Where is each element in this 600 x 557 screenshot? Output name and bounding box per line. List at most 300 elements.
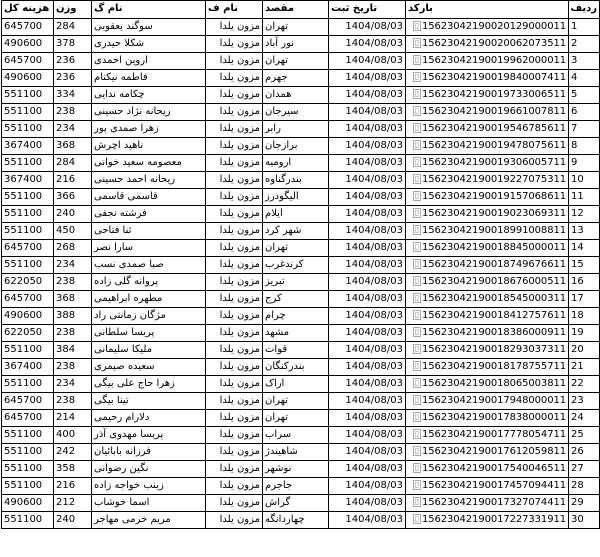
cell-customer-name[interactable]: فرشته نجفی (92, 206, 206, 223)
cell-total-cost[interactable]: 551100 (2, 121, 54, 138)
cell-radif[interactable]: 15 (569, 257, 600, 274)
cell-destination[interactable]: جهرم (263, 70, 329, 87)
cell-registration-date[interactable]: 1404/08/03 (329, 342, 406, 359)
cell-radif[interactable]: 19 (569, 325, 600, 342)
cell-weight[interactable]: 212 (54, 495, 92, 512)
cell-total-cost[interactable]: 551100 (2, 427, 54, 444)
table-row[interactable] (2, 478, 600, 495)
table-row[interactable] (2, 87, 600, 104)
cell-from-name[interactable]: مزون یلدا (206, 274, 263, 291)
cell-customer-name[interactable]: قاسمی قاسمی (92, 189, 206, 206)
cell-barcode[interactable] (406, 138, 569, 155)
cell-weight[interactable]: 234 (54, 376, 92, 393)
cell-registration-date[interactable]: 1404/08/03 (329, 172, 406, 189)
barcode-value: 15623042190019023069311 (421, 208, 566, 220)
cell-destination[interactable]: برازجان (263, 138, 329, 155)
cell-radif[interactable]: 2 (569, 36, 600, 53)
cell-weight[interactable]: 242 (54, 444, 92, 461)
cell-destination[interactable]: مشهد (263, 325, 329, 342)
cell-destination[interactable]: رابر (263, 121, 329, 138)
cell-customer-name[interactable]: مژگان زمانتی راد (92, 308, 206, 325)
cell-from-name[interactable]: مزون یلدا (206, 19, 263, 36)
cell-total-cost[interactable]: 551100 (2, 189, 54, 206)
cell-radif[interactable]: 6 (569, 104, 600, 121)
cell-total-cost[interactable]: 551100 (2, 376, 54, 393)
cell-barcode[interactable] (406, 495, 569, 512)
cell-total-cost[interactable]: 367400 (2, 138, 54, 155)
cell-weight[interactable]: 238 (54, 359, 92, 376)
cell-total-cost[interactable]: 645700 (2, 240, 54, 257)
cell-radif[interactable]: 3 (569, 53, 600, 70)
cell-total-cost[interactable]: 551100 (2, 206, 54, 223)
table-row[interactable] (2, 427, 600, 444)
cell-customer-name[interactable]: فرزانه بابائیان (92, 444, 206, 461)
cell-from-name[interactable]: مزون یلدا (206, 53, 263, 70)
cell-registration-date[interactable]: 1404/08/03 (329, 36, 406, 53)
cell-radif[interactable]: 16 (569, 274, 600, 291)
cell-customer-name[interactable]: ثنا فتاحی (92, 223, 206, 240)
cell-barcode[interactable] (406, 461, 569, 478)
cell-destination[interactable]: اراک (263, 376, 329, 393)
cell-barcode[interactable] (406, 376, 569, 393)
cell-weight[interactable]: 234 (54, 121, 92, 138)
cell-destination[interactable]: بندرگناوه (263, 172, 329, 189)
cell-barcode[interactable] (406, 104, 569, 121)
cell-registration-date[interactable]: 1404/08/03 (329, 19, 406, 36)
cell-radif[interactable]: 17 (569, 291, 600, 308)
cell-customer-name[interactable]: صبا صمدی نسب (92, 257, 206, 274)
cell-customer-name[interactable]: فاطمه نیکنام (92, 70, 206, 87)
cell-barcode[interactable] (406, 121, 569, 138)
cell-weight[interactable]: 216 (54, 172, 92, 189)
column-header-total-cost[interactable]: هزینه کل (2, 1, 54, 19)
barcode-value: 15623042190017778054711 (421, 429, 566, 441)
cell-destination[interactable]: کرندغرب (263, 257, 329, 274)
cell-destination[interactable]: کرج (263, 291, 329, 308)
cell-weight[interactable]: 368 (54, 291, 92, 308)
cell-total-cost[interactable]: 645700 (2, 410, 54, 427)
cell-registration-date[interactable]: 1404/08/03 (329, 257, 406, 274)
cell-destination[interactable]: ایلام (263, 206, 329, 223)
cell-registration-date[interactable]: 1404/08/03 (329, 274, 406, 291)
cell-destination[interactable]: شاهیندژ (263, 444, 329, 461)
cell-weight[interactable]: 368 (54, 138, 92, 155)
column-header-radif[interactable]: ردیف (569, 1, 600, 19)
cell-barcode[interactable] (406, 478, 569, 495)
cell-registration-date[interactable]: 1404/08/03 (329, 70, 406, 87)
cell-from-name[interactable]: مزون یلدا (206, 359, 263, 376)
cell-total-cost[interactable]: 645700 (2, 291, 54, 308)
cell-destination[interactable]: ارومیه (263, 155, 329, 172)
cell-radif[interactable]: 8 (569, 138, 600, 155)
cell-registration-date[interactable]: 1404/08/03 (329, 512, 406, 529)
cell-total-cost[interactable]: 551100 (2, 461, 54, 478)
table-row[interactable] (2, 376, 600, 393)
table-row[interactable] (2, 325, 600, 342)
cell-from-name[interactable]: مزون یلدا (206, 308, 263, 325)
cell-total-cost[interactable]: 551100 (2, 342, 54, 359)
cell-weight[interactable]: 214 (54, 410, 92, 427)
cell-barcode[interactable] (406, 393, 569, 410)
barcode-placeholder-icon: ▯ (414, 140, 420, 150)
column-header-weight[interactable]: وزن (54, 1, 92, 19)
column-header-customer-name[interactable]: نام گ (92, 1, 206, 19)
cell-customer-name[interactable]: مطهره ابراهیمی (92, 291, 206, 308)
cell-radif[interactable]: 28 (569, 478, 600, 495)
header-row (2, 1, 600, 19)
cell-from-name[interactable]: مزون یلدا (206, 410, 263, 427)
cell-weight[interactable]: 400 (54, 427, 92, 444)
cell-weight[interactable]: 378 (54, 36, 92, 53)
cell-customer-name[interactable]: پریسا مهدوی آذر (92, 427, 206, 444)
cell-barcode[interactable] (406, 359, 569, 376)
cell-radif[interactable]: 12 (569, 206, 600, 223)
table-row[interactable] (2, 70, 600, 87)
cell-customer-name[interactable]: تینا بیگی (92, 393, 206, 410)
cell-destination[interactable]: سیرجان (263, 104, 329, 121)
barcode-value: 15623042190020062073511 (421, 38, 566, 50)
cell-barcode[interactable] (406, 512, 569, 529)
cell-total-cost[interactable]: 551100 (2, 104, 54, 121)
cell-barcode[interactable] (406, 427, 569, 444)
cell-barcode[interactable] (406, 291, 569, 308)
cell-weight[interactable]: 238 (54, 393, 92, 410)
cell-from-name[interactable]: مزون یلدا (206, 172, 263, 189)
cell-destination[interactable]: جاجرم (263, 478, 329, 495)
column-header-from-name[interactable]: نام ف (206, 1, 263, 19)
cell-radif[interactable]: 18 (569, 308, 600, 325)
cell-registration-date[interactable]: 1404/08/03 (329, 478, 406, 495)
table-row[interactable] (2, 104, 600, 121)
table-row[interactable] (2, 240, 600, 257)
cell-total-cost[interactable]: 490600 (2, 36, 54, 53)
cell-customer-name[interactable]: ریحانه احمد حسینی (92, 172, 206, 189)
cell-barcode[interactable] (406, 155, 569, 172)
cell-weight[interactable]: 284 (54, 19, 92, 36)
column-header-destination[interactable]: مقصد (263, 1, 329, 19)
table-row[interactable] (2, 461, 600, 478)
cell-from-name[interactable]: مزون یلدا (206, 461, 263, 478)
cell-destination[interactable]: تهران (263, 53, 329, 70)
barcode-placeholder-icon: ▯ (414, 259, 420, 269)
cell-radif[interactable]: 14 (569, 240, 600, 257)
cell-radif[interactable]: 9 (569, 155, 600, 172)
cell-total-cost[interactable]: 551100 (2, 223, 54, 240)
barcode-value: 15623042190019733006511 (421, 89, 566, 101)
cell-barcode[interactable] (406, 444, 569, 461)
cell-registration-date[interactable]: 1404/08/03 (329, 359, 406, 376)
cell-from-name[interactable]: مزون یلدا (206, 121, 263, 138)
table-row[interactable] (2, 138, 600, 155)
cell-registration-date[interactable]: 1404/08/03 (329, 240, 406, 257)
cell-from-name[interactable]: مزون یلدا (206, 325, 263, 342)
cell-from-name[interactable]: مزون یلدا (206, 291, 263, 308)
cell-total-cost[interactable]: 645700 (2, 393, 54, 410)
cell-barcode[interactable] (406, 36, 569, 53)
cell-destination[interactable]: الیگودرز (263, 189, 329, 206)
cell-radif[interactable]: 26 (569, 444, 600, 461)
cell-from-name[interactable]: مزون یلدا (206, 36, 263, 53)
cell-total-cost[interactable]: 551100 (2, 155, 54, 172)
cell-from-name[interactable]: مزون یلدا (206, 138, 263, 155)
cell-radif[interactable]: 21 (569, 359, 600, 376)
cell-customer-name[interactable]: ریحانه نژاد حسینی (92, 104, 206, 121)
cell-from-name[interactable]: مزون یلدا (206, 104, 263, 121)
cell-from-name[interactable]: مزون یلدا (206, 427, 263, 444)
cell-weight[interactable]: 240 (54, 206, 92, 223)
cell-weight[interactable]: 238 (54, 274, 92, 291)
cell-radif[interactable]: 13 (569, 223, 600, 240)
cell-weight[interactable]: 236 (54, 53, 92, 70)
cell-registration-date[interactable]: 1404/08/03 (329, 444, 406, 461)
cell-total-cost[interactable]: 551100 (2, 512, 54, 529)
table-row[interactable] (2, 223, 600, 240)
cell-from-name[interactable]: مزون یلدا (206, 393, 263, 410)
cell-total-cost[interactable]: 645700 (2, 53, 54, 70)
cell-weight[interactable]: 234 (54, 257, 92, 274)
cell-from-name[interactable]: مزون یلدا (206, 223, 263, 240)
table-row[interactable] (2, 36, 600, 53)
barcode-placeholder-icon: ▯ (414, 208, 420, 218)
table-row[interactable] (2, 495, 600, 512)
cell-customer-name[interactable]: زهرا حاج علی بیگی (92, 376, 206, 393)
cell-destination[interactable]: قوات (263, 342, 329, 359)
table-row[interactable] (2, 155, 600, 172)
cell-total-cost[interactable]: 551100 (2, 257, 54, 274)
table-row[interactable] (2, 308, 600, 325)
cell-weight[interactable]: 450 (54, 223, 92, 240)
cell-barcode[interactable] (406, 410, 569, 427)
barcode-value: 15623042190019546785611 (421, 123, 566, 135)
cell-radif[interactable]: 25 (569, 427, 600, 444)
cell-customer-name[interactable]: ناهید اچرش (92, 138, 206, 155)
cell-destination[interactable]: نوشهر (263, 461, 329, 478)
table-row[interactable] (2, 121, 600, 138)
cell-total-cost[interactable]: 551100 (2, 444, 54, 461)
cell-from-name[interactable]: مزون یلدا (206, 376, 263, 393)
cell-barcode[interactable] (406, 342, 569, 359)
cell-customer-name[interactable]: زینب خواجه زاده (92, 478, 206, 495)
cell-total-cost[interactable]: 367400 (2, 172, 54, 189)
cell-total-cost[interactable]: 490600 (2, 495, 54, 512)
cell-customer-name[interactable]: اروین احمدی (92, 53, 206, 70)
cell-destination[interactable]: همدان (263, 87, 329, 104)
barcode-value: 15623042190018412757611 (421, 310, 566, 322)
cell-registration-date[interactable]: 1404/08/03 (329, 376, 406, 393)
cell-barcode[interactable] (406, 206, 569, 223)
cell-from-name[interactable]: مزون یلدا (206, 478, 263, 495)
cell-total-cost[interactable]: 551100 (2, 87, 54, 104)
cell-weight[interactable]: 358 (54, 461, 92, 478)
cell-destination[interactable]: تهران (263, 19, 329, 36)
cell-destination[interactable]: چرام (263, 308, 329, 325)
cell-barcode[interactable] (406, 19, 569, 36)
column-header-date[interactable]: تاریخ ثبت (329, 1, 406, 19)
cell-customer-name[interactable]: سعیده صیمری (92, 359, 206, 376)
table-row[interactable] (2, 342, 600, 359)
cell-registration-date[interactable]: 1404/08/03 (329, 206, 406, 223)
cell-weight[interactable]: 238 (54, 104, 92, 121)
cell-radif[interactable]: 20 (569, 342, 600, 359)
cell-from-name[interactable]: مزون یلدا (206, 189, 263, 206)
cell-radif[interactable]: 27 (569, 461, 600, 478)
cell-from-name[interactable]: مزون یلدا (206, 257, 263, 274)
cell-registration-date[interactable]: 1404/08/03 (329, 308, 406, 325)
table-row[interactable] (2, 257, 600, 274)
cell-barcode[interactable] (406, 325, 569, 342)
cell-customer-name[interactable]: پروانه گلی زاده (92, 274, 206, 291)
cell-barcode[interactable] (406, 53, 569, 70)
table-row[interactable] (2, 172, 600, 189)
cell-registration-date[interactable]: 1404/08/03 (329, 427, 406, 444)
table-row[interactable] (2, 410, 600, 427)
cell-from-name[interactable]: مزون یلدا (206, 87, 263, 104)
cell-radif[interactable]: 1 (569, 19, 600, 36)
cell-radif[interactable]: 24 (569, 410, 600, 427)
cell-registration-date[interactable]: 1404/08/03 (329, 189, 406, 206)
barcode-placeholder-icon: ▯ (414, 514, 420, 524)
cell-customer-name[interactable]: اسما خوشاب (92, 495, 206, 512)
cell-registration-date[interactable]: 1404/08/03 (329, 138, 406, 155)
cell-from-name[interactable]: مزون یلدا (206, 444, 263, 461)
cell-radif[interactable]: 4 (569, 70, 600, 87)
cell-customer-name[interactable]: معصومه سعید خوانی (92, 155, 206, 172)
cell-registration-date[interactable]: 1404/08/03 (329, 155, 406, 172)
cell-registration-date[interactable]: 1404/08/03 (329, 291, 406, 308)
cell-weight[interactable]: 384 (54, 342, 92, 359)
cell-radif[interactable]: 22 (569, 376, 600, 393)
cell-weight[interactable]: 284 (54, 155, 92, 172)
cell-destination[interactable]: بندرکنگان (263, 359, 329, 376)
cell-barcode[interactable] (406, 257, 569, 274)
cell-weight[interactable]: 366 (54, 189, 92, 206)
table-row[interactable] (2, 189, 600, 206)
cell-destination[interactable]: تهران (263, 393, 329, 410)
barcode-placeholder-icon: ▯ (414, 429, 420, 439)
cell-from-name[interactable]: مزون یلدا (206, 342, 263, 359)
cell-registration-date[interactable]: 1404/08/03 (329, 53, 406, 70)
cell-customer-name[interactable]: سوگند یعقوبی (92, 19, 206, 36)
cell-customer-name[interactable]: مریم خرمی مهاجر (92, 512, 206, 529)
cell-from-name[interactable]: مزون یلدا (206, 206, 263, 223)
cell-barcode[interactable] (406, 70, 569, 87)
cell-radif[interactable]: 23 (569, 393, 600, 410)
cell-customer-name[interactable]: ملیکا سلیمانی (92, 342, 206, 359)
cell-from-name[interactable]: مزون یلدا (206, 155, 263, 172)
table-row[interactable] (2, 512, 600, 529)
table-row[interactable] (2, 359, 600, 376)
cell-radif[interactable]: 11 (569, 189, 600, 206)
cell-customer-name[interactable]: سارا نصر (92, 240, 206, 257)
table-row[interactable] (2, 206, 600, 223)
cell-customer-name[interactable]: نگین رضوانی (92, 461, 206, 478)
table-row[interactable] (2, 274, 600, 291)
barcode-value: 15623042190018178755711 (421, 361, 566, 373)
cell-weight[interactable]: 268 (54, 240, 92, 257)
cell-weight[interactable]: 240 (54, 512, 92, 529)
table-row[interactable] (2, 393, 600, 410)
barcode-value: 15623042190019227075311 (421, 174, 566, 186)
cell-destination[interactable]: تبریز (263, 274, 329, 291)
cell-radif[interactable]: 30 (569, 512, 600, 529)
cell-radif[interactable]: 5 (569, 87, 600, 104)
cell-weight[interactable]: 334 (54, 87, 92, 104)
cell-total-cost[interactable]: 490600 (2, 308, 54, 325)
cell-customer-name[interactable]: زهرا صمدی پور (92, 121, 206, 138)
cell-destination[interactable]: نور آباد (263, 36, 329, 53)
cell-radif[interactable]: 29 (569, 495, 600, 512)
cell-registration-date[interactable]: 1404/08/03 (329, 223, 406, 240)
barcode-placeholder-icon: ▯ (414, 463, 420, 473)
table-row[interactable] (2, 444, 600, 461)
cell-registration-date[interactable]: 1404/08/03 (329, 495, 406, 512)
cell-barcode[interactable] (406, 308, 569, 325)
cell-from-name[interactable]: مزون یلدا (206, 70, 263, 87)
cell-registration-date[interactable]: 1404/08/03 (329, 410, 406, 427)
cell-registration-date[interactable]: 1404/08/03 (329, 393, 406, 410)
cell-total-cost[interactable]: 367400 (2, 359, 54, 376)
cell-registration-date[interactable]: 1404/08/03 (329, 121, 406, 138)
cell-total-cost[interactable]: 490600 (2, 70, 54, 87)
cell-customer-name[interactable]: پریسا سلطانی (92, 325, 206, 342)
cell-customer-name[interactable]: دلارام رحیمی (92, 410, 206, 427)
cell-barcode[interactable] (406, 223, 569, 240)
cell-radif[interactable]: 7 (569, 121, 600, 138)
barcode-value: 15623042190017227331911 (421, 514, 566, 526)
table-row[interactable] (2, 291, 600, 308)
barcode-placeholder-icon: ▯ (414, 123, 420, 133)
cell-destination[interactable]: شهر کرد (263, 223, 329, 240)
cell-destination[interactable]: چهاردانگه (263, 512, 329, 529)
cell-total-cost[interactable]: 551100 (2, 478, 54, 495)
table-row[interactable] (2, 19, 600, 36)
cell-registration-date[interactable]: 1404/08/03 (329, 325, 406, 342)
cell-radif[interactable]: 10 (569, 172, 600, 189)
cell-registration-date[interactable]: 1404/08/03 (329, 104, 406, 121)
cell-destination[interactable]: گراش (263, 495, 329, 512)
shipments-table (1, 0, 600, 529)
barcode-value: 15623042190019962000011 (421, 55, 566, 67)
cell-barcode[interactable] (406, 274, 569, 291)
cell-destination[interactable]: تهران (263, 240, 329, 257)
cell-customer-name[interactable]: شکلا حیدری (92, 36, 206, 53)
barcode-placeholder-icon: ▯ (414, 174, 420, 184)
cell-barcode[interactable] (406, 240, 569, 257)
cell-weight[interactable]: 238 (54, 325, 92, 342)
cell-customer-name[interactable]: چکامه ندایی (92, 87, 206, 104)
cell-total-cost[interactable]: 622050 (2, 325, 54, 342)
column-header-barcode[interactable]: بارکد (406, 1, 569, 19)
cell-from-name[interactable]: مزون یلدا (206, 512, 263, 529)
cell-weight[interactable]: 236 (54, 70, 92, 87)
cell-destination[interactable]: سراب (263, 427, 329, 444)
cell-weight[interactable]: 216 (54, 478, 92, 495)
cell-total-cost[interactable]: 622050 (2, 274, 54, 291)
cell-weight[interactable]: 388 (54, 308, 92, 325)
cell-barcode[interactable] (406, 87, 569, 104)
barcode-placeholder-icon: ▯ (414, 72, 420, 82)
cell-barcode[interactable] (406, 189, 569, 206)
cell-total-cost[interactable]: 645700 (2, 19, 54, 36)
table-row[interactable] (2, 53, 600, 70)
cell-from-name[interactable]: مزون یلدا (206, 240, 263, 257)
cell-registration-date[interactable]: 1404/08/03 (329, 461, 406, 478)
cell-from-name[interactable]: مزون یلدا (206, 495, 263, 512)
cell-registration-date[interactable]: 1404/08/03 (329, 87, 406, 104)
cell-barcode[interactable] (406, 172, 569, 189)
table-header (2, 1, 600, 19)
cell-destination[interactable]: تهران (263, 410, 329, 427)
